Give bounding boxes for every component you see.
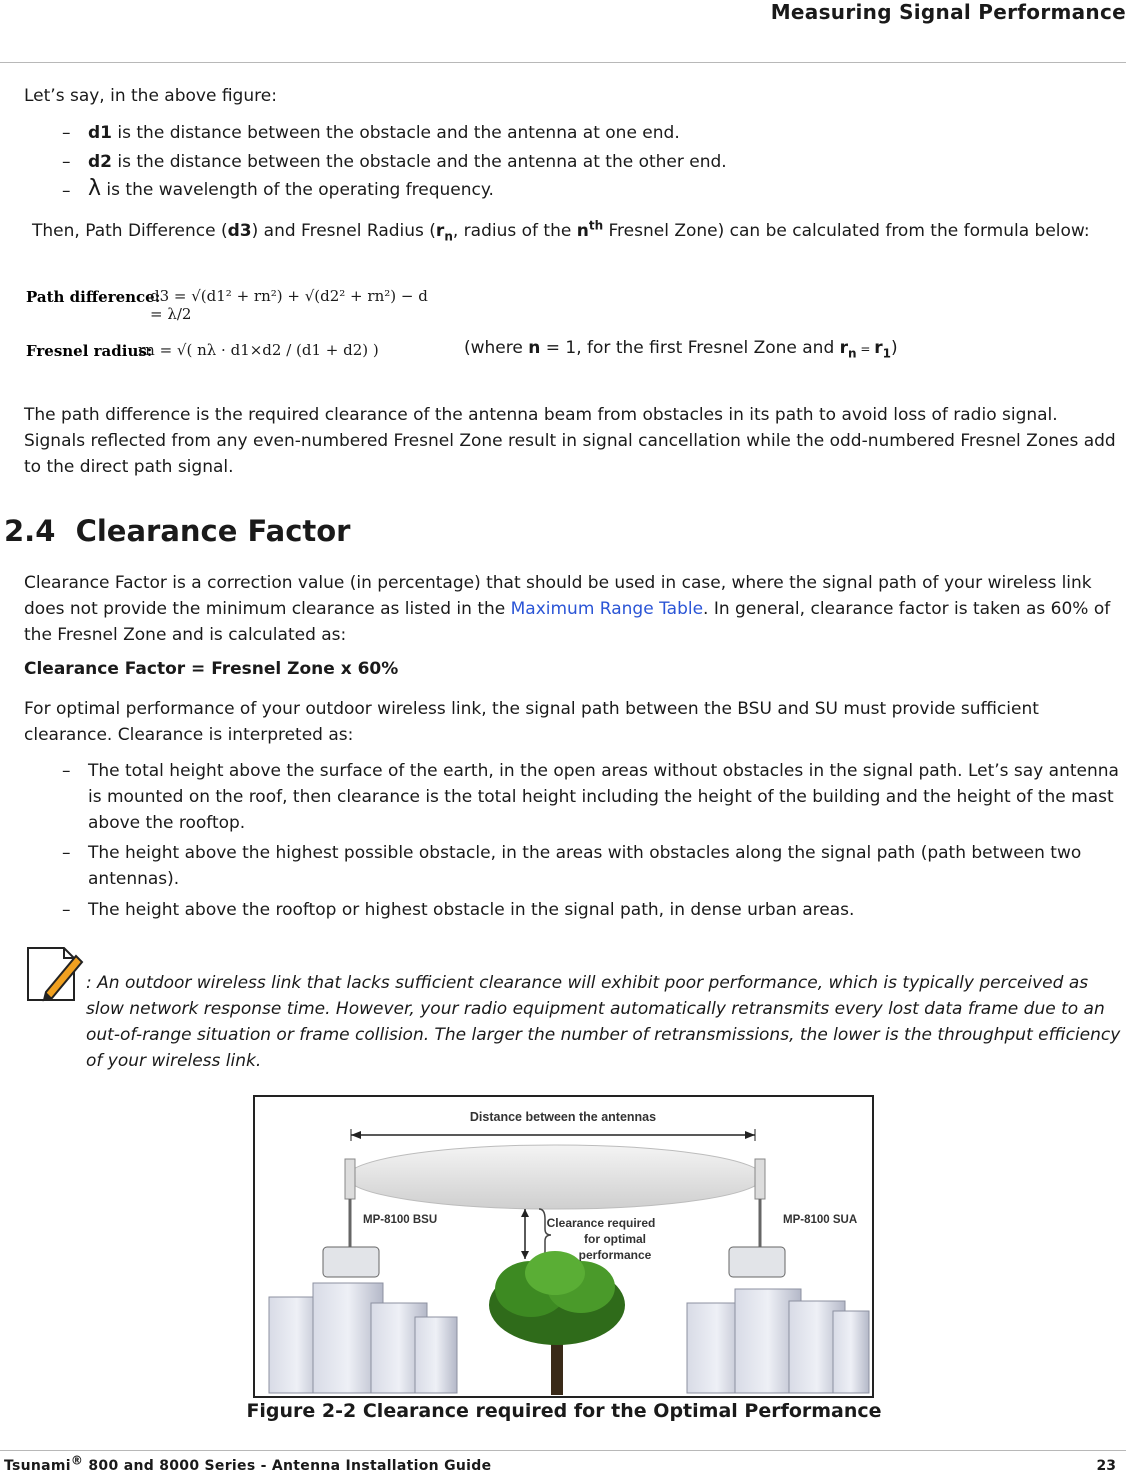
dash: –: [62, 123, 71, 143]
bsu-radio-unit: [323, 1247, 379, 1277]
bsu-label: MP-8100 BSU: [363, 1214, 438, 1226]
sua-label: MP-8100 SUA: [783, 1214, 858, 1226]
sua-radio-unit: [729, 1247, 785, 1277]
path-difference-paragraph: The path difference is the required clearance of the antenna beam from obstacles in its path to avoid loss of radio signal. Signals reflected from any even-numbered Fresnel Zone result in signal cancellation while the odd-numbered Fresnel Zones add to the direct path signal.: [24, 405, 1116, 477]
footer-rule: [0, 1450, 1126, 1451]
fresnel-radius-label: Fresnel radius:: [26, 342, 153, 360]
sua-antenna: [755, 1159, 765, 1199]
intro-text: Let’s say, in the above figure:: [24, 86, 277, 106]
path-difference-expression: d3 = √(d1² + rn²) + √(d2² + rn²) − d = λ/2: [150, 287, 428, 323]
right-buildings: [687, 1289, 869, 1393]
then-text: Then, Path Difference (d3) and Fresnel Radius ($r_n$, radius of the $n^{th}$ Fresnel Zone) can be calculated from the formula below:: [32, 218, 1090, 244]
clearance-text-2: for optimal: [584, 1232, 646, 1246]
bullet-d1: d1 is the distance between the obstacle and the antenna at one end.: [88, 123, 680, 143]
where-note: (where n = 1, for the first Fresnel Zone and $r_n = r_1$): [464, 338, 898, 361]
bsu-antenna: [345, 1159, 355, 1199]
clearance-bullet-2: The height above the highest possible obstacle, in the areas with obstacles along the signal path (path between two antennas).: [88, 843, 1082, 889]
running-header: Measuring Signal Performance: [770, 0, 1126, 24]
distance-label: Distance between the antennas: [469, 1110, 657, 1124]
clearance-figure: [253, 1095, 874, 1398]
tree: [489, 1251, 625, 1395]
note-text: : An outdoor wireless link that lacks sufficient clearance will exhibit poor performance, which is typically perceived as slow network response time. However, your radio equipment automatically retransmits every lost data frame due to an out-of-range situation or frame collision. The larger the number of retransmissions, the lower is the throughput efficiency of your wireless link.: [86, 973, 1121, 1071]
dash: –: [62, 761, 71, 781]
clearance-text-1: Clearance required: [546, 1216, 656, 1230]
dash: –: [62, 900, 71, 920]
dash: –: [62, 843, 71, 863]
fresnel-radius-expression: rn = √( nλ · d1×d2 / (d1 + d2) ): [138, 341, 379, 359]
section-heading: 2.4 Clearance Factor: [4, 514, 351, 548]
maximum-range-table-link[interactable]: Maximum Range Table: [510, 599, 704, 619]
footer-title: Tsunami® 800 and 8000 Series - Antenna Installation Guide: [4, 1453, 492, 1474]
left-buildings: [269, 1283, 457, 1393]
page-number: 23: [1096, 1458, 1116, 1474]
clearance-bullet-3: The height above the rooftop or highest obstacle in the signal path, in dense urban areas.: [88, 900, 855, 920]
fresnel-zone-ellipse: [347, 1145, 763, 1209]
optimal-performance-paragraph: For optimal performance of your outdoor wireless link, the signal path between the BSU and SU must provide sufficient clearance. Clearance is interpreted as:: [24, 699, 1039, 745]
clearance-text-3: performance: [578, 1248, 652, 1262]
clearance-bullet-1: The total height above the surface of the earth, in the open areas without obstacles in the signal path. Let’s say antenna is mounted on the roof, then clearance is the total height including the height of the building and the height of the mast above the rooftop.: [88, 761, 1119, 833]
note-pencil-icon: [24, 944, 84, 1006]
header-rule: [0, 62, 1126, 63]
clearance-factor-formula: Clearance Factor = Fresnel Zone x 60%: [24, 659, 399, 679]
dash: –: [62, 181, 71, 201]
figure-caption: Figure 2-2 Clearance required for the Optimal Performance: [246, 1400, 882, 1422]
path-difference-label: Path difference:: [26, 288, 161, 306]
dash: –: [62, 152, 71, 172]
bullet-d2: d2 is the distance between the obstacle and the antenna at the other end.: [88, 152, 727, 172]
clearance-factor-paragraph: Clearance Factor is a correction value (in percentage) that should be used in case, where the signal path of your wireless link does not provide the minimum clearance as listed in the Maximum Range Table. In general, clearance factor is taken as 60% of the Fresnel Zone and is calculated as:: [24, 573, 1111, 645]
bullet-lambda: λ is the wavelength of the operating frequency.: [88, 176, 494, 201]
